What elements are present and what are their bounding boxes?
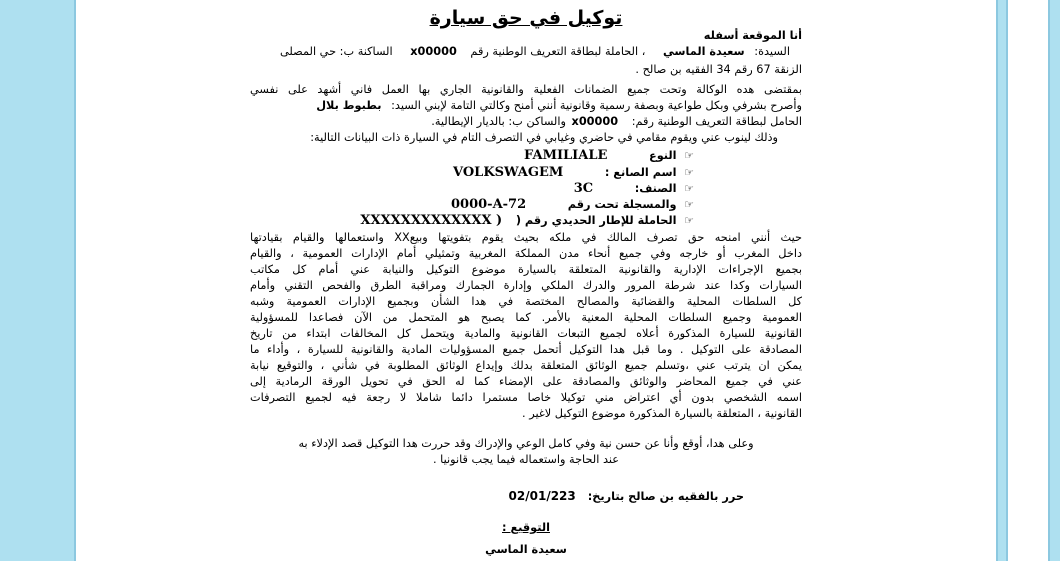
pointing-hand-icon: ☞ <box>684 182 694 195</box>
body-line: المصادقة على التوكيل . وما قبل هدا التوكيل أتحمل جميع المسؤوليات المادية والقانونية للسيارة ، وأداء ما <box>250 343 802 356</box>
agent-address: والساكن ب: بالديار الإيطالية. <box>431 115 566 128</box>
mandate-line-2 <box>250 98 802 114</box>
pointing-hand-icon: ☞ <box>684 198 694 211</box>
vehicle-field-type <box>524 148 694 164</box>
body-line: اسمه الشخصي بدون أي اعتراض مني توكيلا خاصا مستمرا دائما شاملا لا رجعة فيه لجميع التصرفات <box>250 391 802 404</box>
mandate-line-1: بمقتضى هده الوكالة وتحت جميع الضمانات الفعلية والقانونية الجاري بها العمل فاني أشهد على نفسي <box>250 83 802 96</box>
body-line: عني في جميع المحاضر والوثائق والمصادقة على الإمضاء كما له الحق في تحويل الورقة الرمادية إلى <box>250 375 802 388</box>
vehicle-field-class <box>574 181 694 197</box>
vehicle-field-chassis <box>360 213 694 229</box>
principal-line <box>250 44 802 60</box>
date-label: حرر بالفقيه بن صالح بتاريخ: <box>587 490 744 503</box>
body-line: العمومية وجميع السلطات المحلية المعنية بالأمر. كما يصبح هو المتحمل من الآن فصاعدا للمسؤولية <box>250 311 802 324</box>
vehicle-field-registration <box>451 197 694 213</box>
pointing-hand-icon: ☞ <box>684 149 694 162</box>
field-value: 0000-A-72 <box>451 197 527 212</box>
right-margin-band <box>996 0 1008 561</box>
agent-name: بطبوط بلال <box>316 99 382 112</box>
body-line: القانونية ، المتعلقة بالسيارة المذكورة موضوع التوكيل لاغير . <box>522 407 802 420</box>
agent-id: x00000 <box>571 115 619 128</box>
principal-id: x00000 <box>410 45 457 58</box>
left-margin-band <box>0 0 76 561</box>
field-label: الحاملة للإطار الحديدي رقم ( <box>515 214 677 227</box>
intro-line: أنا الموقعة أسفله <box>703 29 802 42</box>
far-right-band <box>1048 0 1060 561</box>
date-line <box>250 488 802 505</box>
principal-name: سعيدة الماسي <box>662 45 745 58</box>
mandate-line-4: وذلك لينوب عني ويقوم مقامي في حاضري وغيابي في التصرف التام في السيارة ذات البيانات التالية: <box>310 131 778 144</box>
field-value: VOLKSWAGEM <box>453 165 564 180</box>
field-label: الصنف: <box>634 182 677 195</box>
principal-address: الساكنة ب: حي المصلى <box>280 45 393 58</box>
field-label: اسم الصانع : <box>604 166 677 179</box>
body-line: بجميع الإجراءات الإدارية والقانونية المتعلقة بالسيارة موضوع التوكيل والنيابة عني أمام كل مكاتب <box>250 263 802 276</box>
document-title: توكيل في حق سيارة <box>429 7 623 29</box>
body-line: السيارات وكدا عند شرطة المرور والدرك الملكي وإدارة الجمارك ومراقبة الطرق والفحص التقني وأمام <box>250 279 802 292</box>
field-label: النوع <box>649 149 677 162</box>
body-line: القانونية للسيارة المذكورة أعلاه لجميع التبعات القانونية والمادية ويتحمل كل المخالفات ابتداء من تاريخ <box>250 327 802 340</box>
agent-id-line <box>250 114 802 130</box>
body-line: يمكن ان يترتب عني ،وتسلم جميع الوثائق المتعلقة بدلك وإيداع الوثائق المطلوبة في شأني ، والتوقيع نيابة <box>250 359 802 372</box>
field-value: FAMILIALE <box>524 148 608 163</box>
mandate-text: وأصرح بشرفي وبكل طواعية وبصفة رسمية وقانونية أنني أمنح وكالتي التامة لإبني السيد: <box>391 99 802 112</box>
pointing-hand-icon: ☞ <box>684 166 694 179</box>
date-value: 02/01/223 <box>508 489 576 503</box>
signature-name: سعيدة الماسي <box>485 543 567 556</box>
closing-line-1: وعلى هدا، أوقع وأنا عن حسن نية وفي كامل الوعي والإدراك وقد حررت هدا التوكيل قصد الإدلاء به <box>298 437 754 450</box>
principal-address-line: الزنقة 67 رقم 34 الفقيه بن صالح . <box>635 63 802 76</box>
field-label: والمسجلة تحت رقم <box>567 198 677 211</box>
vehicle-field-maker <box>453 165 694 181</box>
signature-label: التوقيع : <box>502 521 550 534</box>
pointing-hand-icon: ☞ <box>684 214 694 227</box>
agent-id-label: الحامل لبطاقة التعريف الوطنية رقم: <box>631 115 802 128</box>
field-value: XXXXXXXXXXXXX ) <box>360 213 503 228</box>
principal-title: السيدة: <box>754 45 790 58</box>
body-line: حيث أنني امنحه حق تصرف المالك في ملكه بحيث يقوم بتفويتها وبيعXX واستعمالها والقيام بقيادتها <box>250 231 803 244</box>
closing-line-2: عند الحاجة واستعماله فيما يجب قانونيا . <box>432 453 620 466</box>
body-line: داخل المغرب أو خارجه وفي جميع أنحاء مدن المملكة المغربية وتمثيلي أمام الإدارات العمومية ، والقيام <box>250 247 802 260</box>
document-page <box>250 0 802 561</box>
field-value: 3C <box>573 181 594 196</box>
principal-id-label: ، الحاملة لبطاقة التعريف الوطنية رقم <box>470 45 646 58</box>
body-line: كل السلطات المحلية والقضائية والمصالح المختصة في هدا الشأن وبجميع الإدارات العمومية وشبه <box>250 295 802 308</box>
